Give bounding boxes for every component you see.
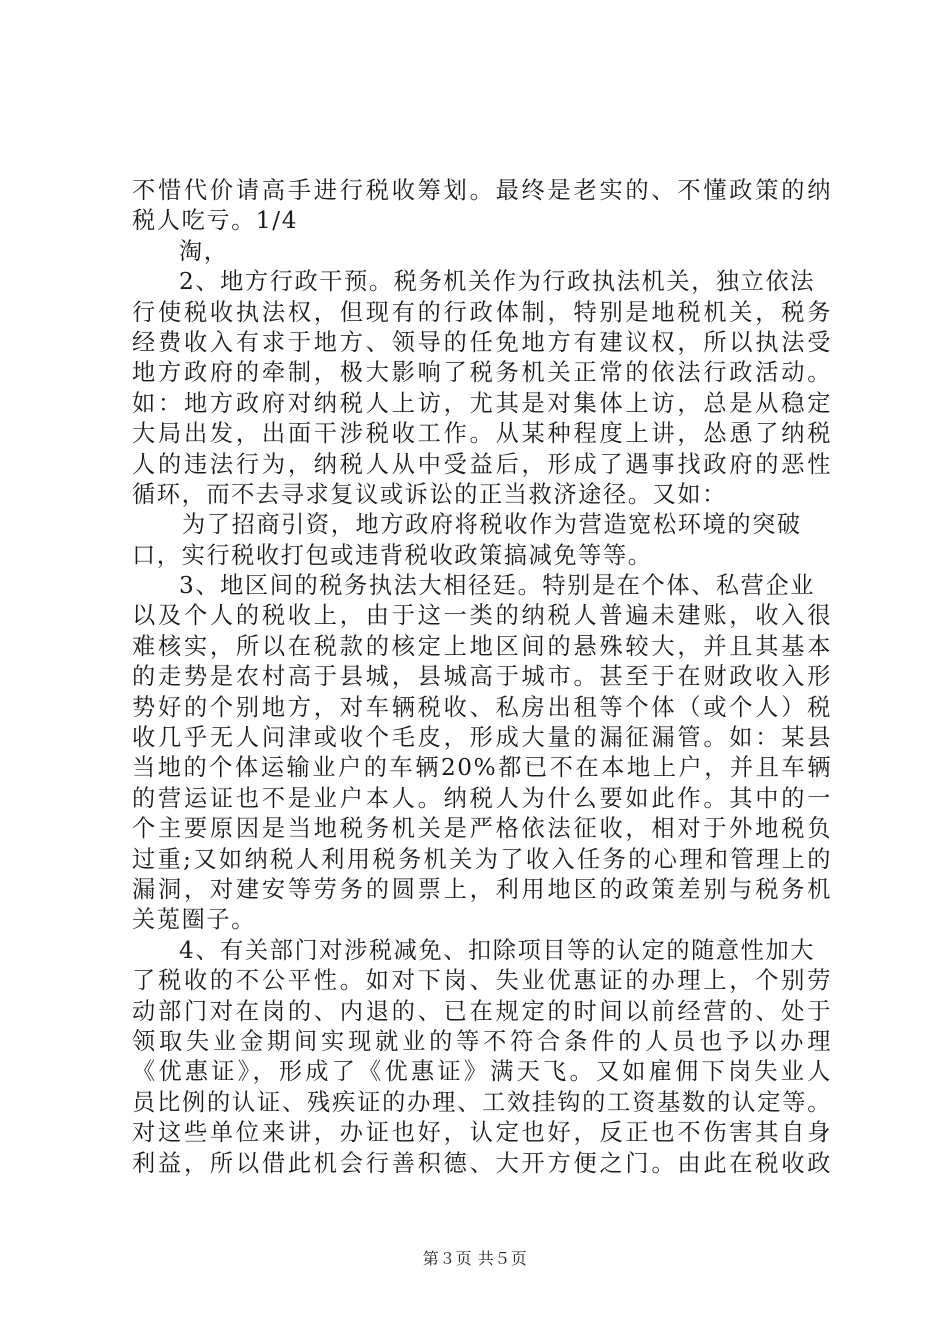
text-line: 淘， (179, 237, 229, 265)
text-line: 循环，而不去寻求复议或诉讼的正当救济途径。又如： (132, 480, 727, 508)
paragraph-3-start: 3、地区间的税务执法大相径廷。特别是在个体、私营企业 (179, 572, 816, 600)
text-line: 经费收入有求于地方、领导的任免地方有建议权，所以执法受 (132, 328, 832, 356)
text-line: 势好的个别地方，对车辆税收、私房出租等个体（或个人）税 (132, 693, 832, 721)
text-line: 口，实行税收打包或违背税收政策搞减免等等。 (132, 541, 653, 569)
text-line: 为了招商引资，地方政府将税收作为营造宽松环境的突破 (182, 511, 802, 539)
text-line: 收几乎无人问津或收个毛皮，形成大量的漏征漏管。如：某县 (132, 724, 832, 752)
text-line: 的走势是农村高于县城，县城高于城市。甚至于在财政收入形 (132, 663, 832, 691)
text-line: 个主要原因是当地税务机关是严格依法征收，相对于外地税负 (132, 815, 832, 843)
text-line: 地方政府的牵制，极大影响了税务机关正常的依法行政活动。 (132, 359, 832, 387)
page-number-label: 第３页 共５页 (422, 1249, 528, 1268)
text-line: 利益，所以借此机会行善积德、大开方便之门。由此在税收政 (132, 1149, 832, 1177)
text-line: 过重;又如纳税人利用税务机关为了收入任务的心理和管理上的 (132, 845, 832, 873)
paragraph-2-start: 2、地方行政干预。税务机关作为行政执法机关，独立依法 (179, 268, 816, 296)
text-line: 的营运证也不是业户本人。纳税人为什么要如此作。其中的一 (132, 784, 832, 812)
text-line: 以及个人的税收上，由于这一类的纳税人普遍未建账，收入很 (132, 602, 832, 630)
text-line: 动部门对在岗的、内退的、已在规定的时间以前经营的、处于 (132, 997, 832, 1025)
text-line: 人的违法行为，纳税人从中受益后，形成了遇事找政府的恶性 (132, 450, 832, 478)
text-line: 税人吃亏。1/4 (132, 207, 299, 235)
text-line: 漏洞，对建安等劳务的圆票上，利用地区的政策差别与税务机 (132, 875, 832, 903)
text-line: 如：地方政府对纳税人上访，尤其是对集体上访，总是从稳定 (132, 389, 832, 417)
document-body (132, 176, 832, 1179)
text-line: 难核实，所以在税款的核定上地区间的悬殊较大，并且其基本 (132, 632, 832, 660)
text-line: 当地的个体运输业户的车辆20%都已不在本地上户，并且车辆 (132, 754, 832, 782)
text-line: 大局出发，出面干涉税收工作。从某种程度上讲，怂恿了纳税 (132, 420, 832, 448)
text-line: 了税收的不公平性。如对下岗、失业优惠证的办理上，个别劳 (132, 967, 832, 995)
page-footer (0, 1246, 950, 1269)
text-line: 领取失业金期间实现就业的等不符合条件的人员也予以办理 (132, 1027, 832, 1055)
paragraph-4-start: 4、有关部门对涉税减免、扣除项目等的认定的随意性加大 (179, 936, 816, 964)
text-line: 不惜代价请高手进行税收筹划。最终是老实的、不懂政策的纳 (132, 177, 832, 204)
text-line: 《优惠证》，形成了《优惠证》满天飞。又如雇佣下岗失业人 (132, 1058, 832, 1086)
text-line: 员比例的认证、残疾证的办理、工效挂钩的工资基数的认定等。 (132, 1088, 832, 1116)
text-line: 对这些单位来讲，办证也好，认定也好，反正也不伤害其自身 (132, 1119, 832, 1147)
text-line: 关莵圈子。 (132, 906, 256, 934)
text-line: 行使税收执法权，但现有的行政体制，特别是地税机关，税务 (132, 298, 832, 326)
